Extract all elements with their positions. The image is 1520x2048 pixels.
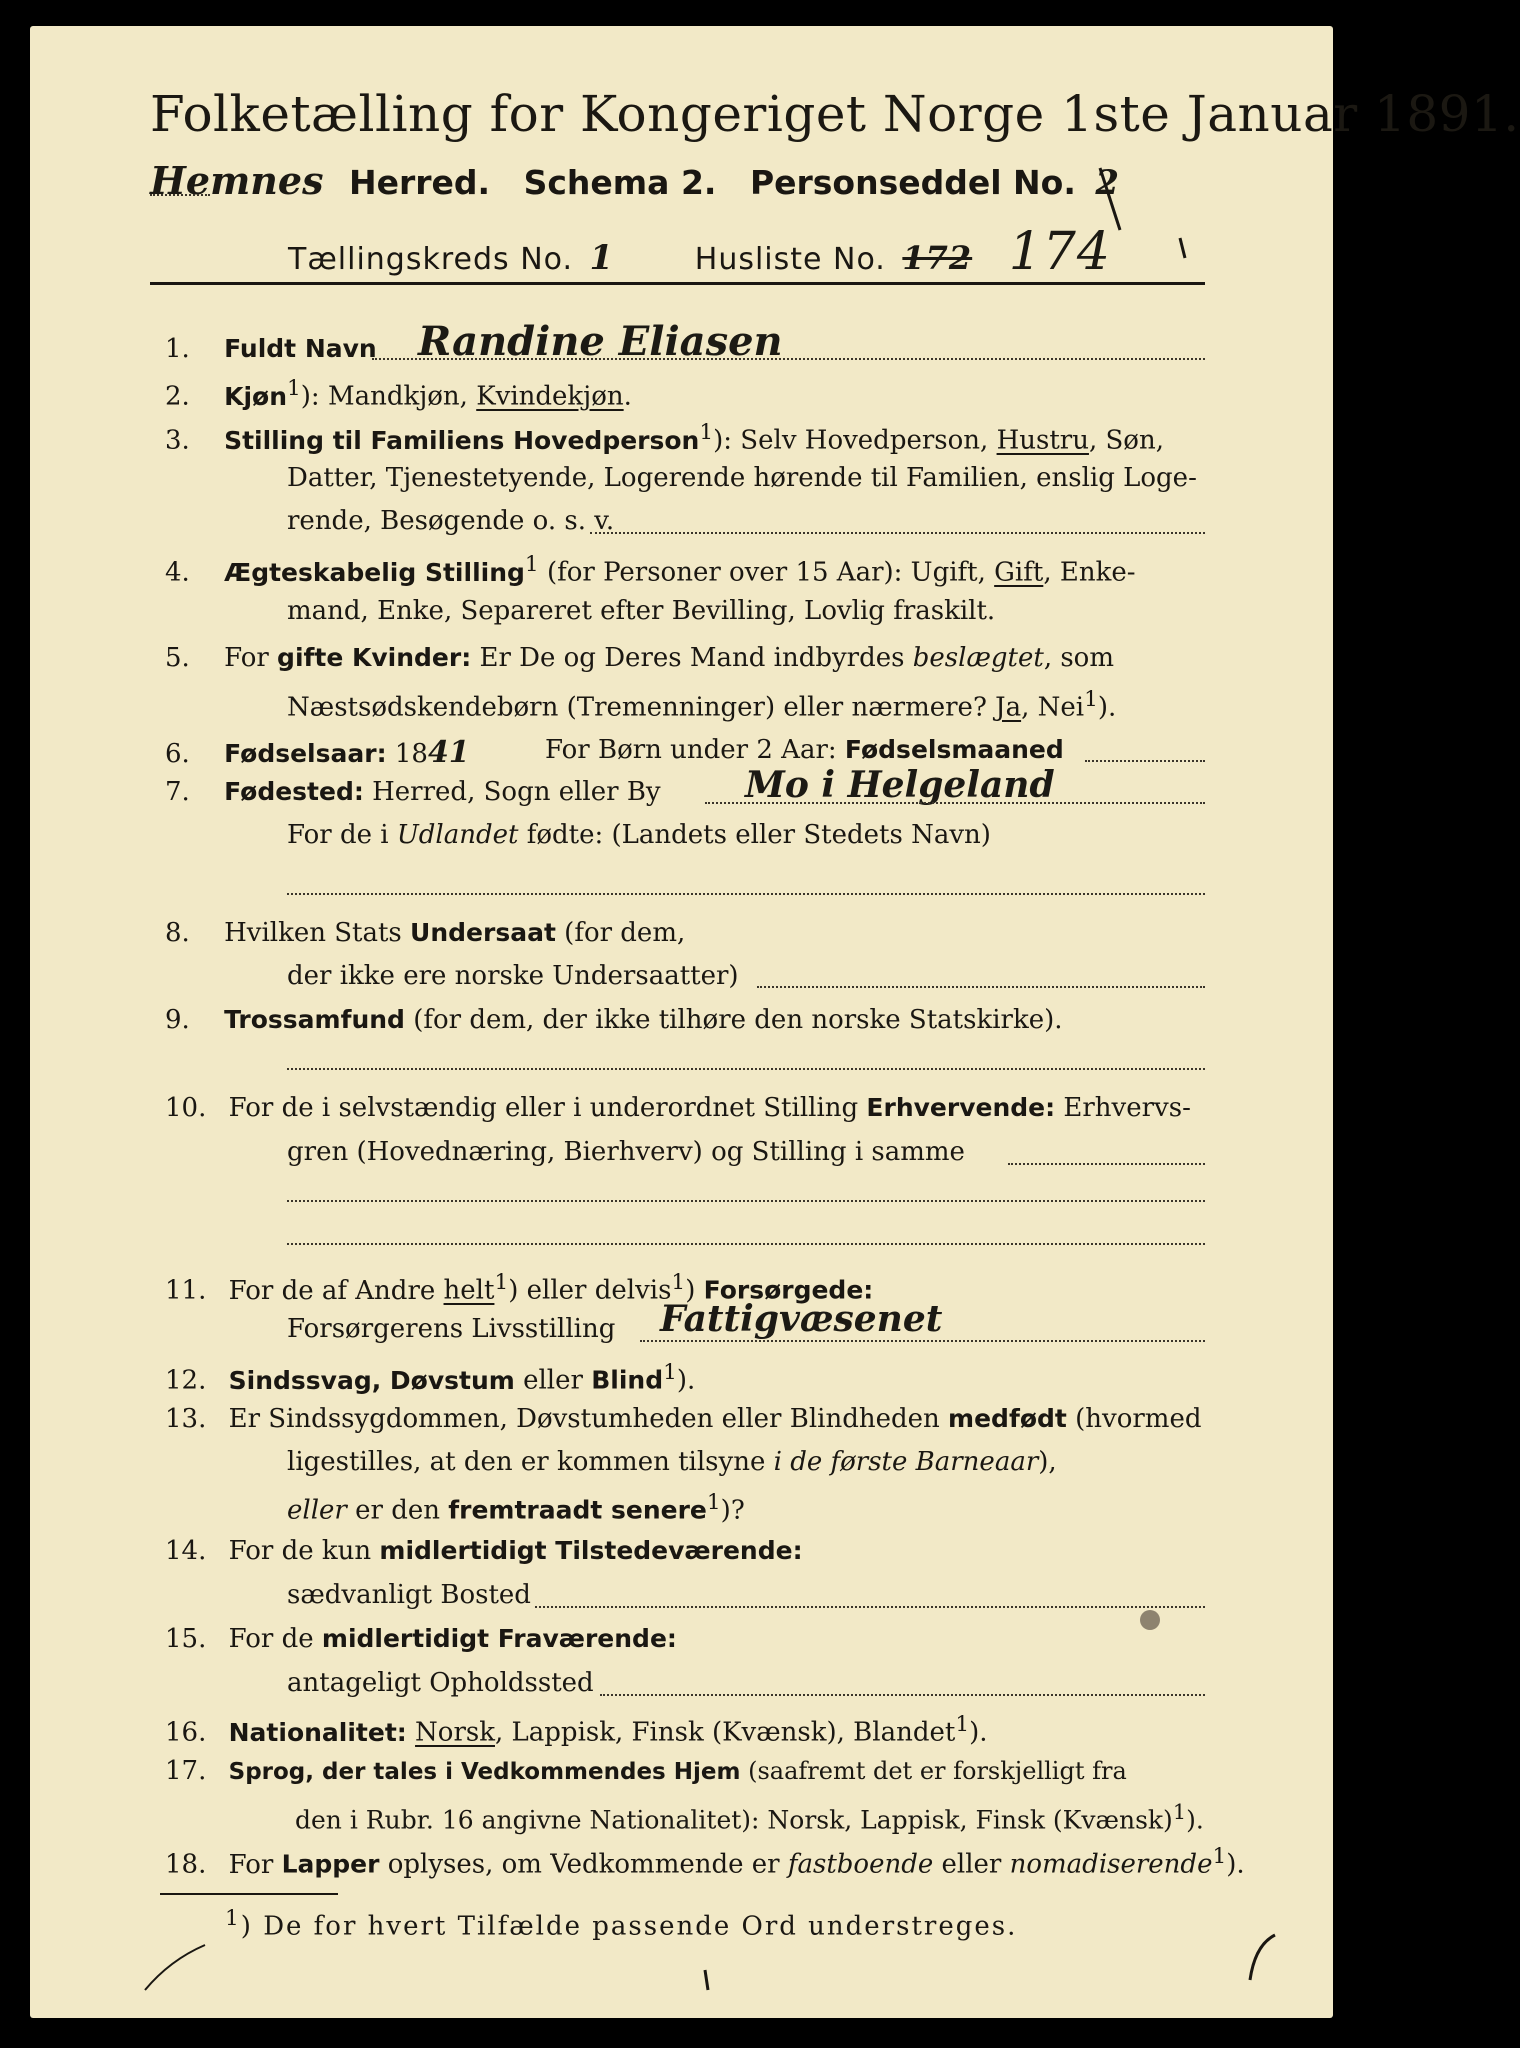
q7-text: Herred, Sogn eller By [363, 777, 661, 807]
q5-line2: Næstsødskendebørn (Tremenninger) eller nærmere? [287, 692, 996, 723]
herred-label: Herred. [349, 163, 491, 202]
q16-label: Nationalitet: [228, 1717, 407, 1747]
q6-birth-year-value: 41 [427, 735, 470, 770]
q1-full-name: Randine Eliasen [418, 318, 783, 365]
pen-stroke-mark [1250, 1935, 1275, 1980]
q16-text: , Lappisk, Finsk (Kvænsk), Blandet [494, 1717, 956, 1748]
q5-selected-option: Ja [995, 692, 1022, 723]
q3-number: 3. [165, 425, 190, 456]
q8-text: Hvilken Stats [224, 918, 411, 948]
q11-number: 11. [165, 1275, 207, 1306]
q11-label: Forsørgede: [703, 1275, 874, 1305]
q9-number: 9. [165, 1005, 190, 1035]
q4-selected-option: Gift [994, 557, 1044, 588]
q15-label: midlertidigt Fraværende: [321, 1624, 677, 1653]
q12-text-end: ). [676, 1365, 696, 1396]
q6-number: 6. [165, 739, 190, 769]
q5-footnote-mark: 1 [1084, 687, 1098, 712]
q13-text-end: (hvormed [1066, 1404, 1202, 1434]
q1-label: Fuldt Navn [224, 334, 377, 363]
q9-label: Trossamfund [224, 1005, 405, 1034]
q13-line3-italic: eller [287, 1495, 347, 1526]
q7-number: 7. [165, 777, 190, 807]
q11-text-end: ) [685, 1275, 704, 1306]
q7-line2-end: fødte: (Landets eller Stedets Navn) [518, 820, 991, 850]
pen-stroke-mark [1180, 238, 1185, 258]
q5-text-end: , som [1043, 643, 1114, 673]
q18-label: Lapper [281, 1849, 380, 1879]
q13-text: Er Sindssygdommen, Døvstumheden eller Blindheden [228, 1404, 949, 1434]
q4-label: Ægteskabelig Stilling [224, 557, 525, 587]
q17-line2-end: ). [1186, 1805, 1204, 1835]
q10-text: For de i selvstændig eller i underordnet Stilling [228, 1093, 867, 1123]
q17-label: Sprog, der tales i Vedkommendes Hjem [228, 1759, 741, 1785]
q15-number: 15. [165, 1624, 207, 1654]
herred-handwritten: Hemnes [150, 158, 324, 203]
q12-footnote-mark: 1 [663, 1360, 677, 1385]
husliste-number: 174 [1008, 222, 1111, 282]
q3-footnote-mark: 1 [699, 420, 714, 445]
q6-label2: Fødselsmaaned [844, 735, 1064, 764]
q11-text-mid: ) eller delvis [508, 1275, 672, 1306]
q17-footnote-mark: 1 [1172, 1800, 1187, 1824]
q11-selected-option: helt [443, 1275, 495, 1306]
q4-footnote-mark: 1 [524, 552, 539, 577]
q12-text: eller [514, 1365, 592, 1396]
q11-provider-value: Fattigvæsenet [660, 1298, 943, 1340]
q13-line2-italic: i de første Barneaar [773, 1447, 1039, 1477]
q10-number: 10. [165, 1093, 207, 1123]
q12-label: Sindssvag, Døvstum [228, 1365, 515, 1395]
q8-line2: der ikke ere norske Undersaatter) [287, 961, 739, 991]
q13-number: 13. [165, 1404, 207, 1434]
ink-blot [1140, 1610, 1160, 1630]
q14-number: 14. [165, 1536, 207, 1566]
q18-footnote-mark: 1 [1212, 1844, 1227, 1869]
q17-line2: den i Rubr. 16 angivne Nationalitet): Norsk, Lappisk, Finsk (Kvænsk) [295, 1805, 1173, 1835]
q13-line3-text: er den [346, 1495, 449, 1526]
q8-number: 8. [165, 918, 190, 948]
q11-footnote-mark2: 1 [671, 1270, 686, 1295]
kreds-number: 1 [589, 238, 615, 278]
q2-number: 2. [165, 381, 190, 412]
q3-line2: Datter, Tjenestetyende, Logerende hørende til Familien, enslig Loge- [287, 463, 1197, 493]
q12-label2: Blind [591, 1365, 664, 1395]
q18-text-mid: oplyses, om Vedkommende er [379, 1849, 788, 1880]
form-title: Folketælling for Kongeriget Norge 1ste Januar 1891. [150, 85, 1520, 143]
q5-italic: beslægtet [912, 643, 1044, 673]
q3-selected-option: Hustru [996, 425, 1089, 456]
q18-text-mid2: eller [933, 1849, 1010, 1880]
q3-label: Stilling til Familiens Hovedperson [224, 425, 700, 455]
q6-text: For Børn under 2 Aar: [545, 735, 845, 765]
q2-label: Kjøn [224, 381, 287, 411]
q7-label: Fødested: [224, 777, 364, 806]
pen-stroke-mark [1100, 168, 1120, 230]
q5-label: gifte Kvinder: [277, 643, 472, 672]
q15-line2: antageligt Opholdssted [287, 1668, 594, 1698]
q18-italic1: fastboende [787, 1849, 934, 1880]
q4-number: 4. [165, 557, 190, 588]
q11-footnote-mark: 1 [494, 1270, 509, 1295]
q6-year-prefix: 18 [386, 739, 428, 769]
q2-text-end: . [623, 381, 632, 412]
husliste-label: Husliste No. [694, 242, 886, 277]
personseddel-label: Personseddel No. [749, 163, 1076, 202]
q10-text-end: Erhvervs- [1055, 1093, 1191, 1123]
q13-line2-text: ligestilles, at den er kommen tilsyne [287, 1447, 774, 1477]
q2-text: ): Mandkjøn, [300, 381, 477, 412]
personseddel-number: 2 [1095, 163, 1120, 203]
q11-text: For de af Andre [228, 1275, 444, 1306]
q2-selected-option: Kvindekjøn [476, 381, 624, 412]
q16-footnote-mark: 1 [955, 1712, 970, 1737]
pen-stroke-mark [705, 1970, 708, 1990]
q12-number: 12. [165, 1365, 207, 1396]
q4-text-end: , Enke- [1043, 557, 1136, 588]
husliste-number-struck: 172 [902, 239, 973, 277]
q5-text-mid: Er De og Deres Mand indbyrdes [471, 643, 913, 673]
q5-text: For [224, 643, 278, 673]
q13-line3-end: )? [720, 1495, 745, 1526]
q10-label: Erhvervende: [866, 1093, 1056, 1122]
q13-label2: fremtraadt senere [448, 1495, 707, 1525]
q15-text: For de [228, 1624, 322, 1654]
q16-selected-option: Norsk [415, 1717, 495, 1748]
q8-text-end: (for dem, [555, 918, 686, 948]
q7-line2-italic: Udlandet [396, 820, 519, 850]
q14-label: midlertidigt Tilstedeværende: [379, 1536, 803, 1565]
pen-stroke-mark [145, 1945, 205, 1990]
q5-text-end2: ). [1097, 692, 1117, 723]
q14-line2: sædvanligt Bosted [287, 1580, 531, 1610]
q3-text-end: , Søn, [1088, 425, 1164, 456]
q16-number: 16. [165, 1717, 207, 1748]
q8-label: Undersaat [410, 918, 556, 947]
q17-number: 17. [165, 1756, 207, 1786]
kreds-label: Tællingskreds No. [288, 242, 573, 277]
q10-line2: gren (Hovednæring, Bierhverv) og Stilling i samme [287, 1137, 965, 1167]
q13-footnote-mark: 1 [706, 1490, 721, 1515]
q17-text: (saafremt det er forskjelligt fra [740, 1757, 1127, 1785]
q18-italic2: nomadiserende [1009, 1849, 1213, 1880]
q7-line2-text: For de i [287, 820, 397, 850]
q1-number: 1. [165, 334, 190, 364]
q16-text-end: ). [969, 1717, 988, 1748]
schema-label: Schema 2. [523, 163, 717, 202]
q7-birthplace-value: Mo i Helgeland [745, 764, 1055, 806]
q4-line2: mand, Enke, Separeret efter Bevilling, Lovlig fraskilt. [287, 596, 996, 626]
q9-text: (for dem, der ikke tilhøre den norske Statskirke). [404, 1005, 1063, 1035]
q18-number: 18. [165, 1849, 207, 1880]
q5-number: 5. [165, 643, 190, 673]
q4-text: (for Personer over 15 Aar): Ugift, [538, 557, 995, 588]
q3-text: ): Selv Hovedperson, [713, 425, 997, 456]
q2-footnote-mark: 1 [287, 376, 301, 401]
q14-text: For de kun [228, 1536, 380, 1566]
q18-text: For [228, 1849, 282, 1880]
q11-line2: Forsørgerens Livsstilling [287, 1314, 616, 1344]
q13-line2-end: ), [1038, 1447, 1057, 1477]
footnote-mark: 1 [225, 1906, 241, 1931]
q5-nei: , Nei [1021, 692, 1085, 723]
q3-line3: rende, Besøgende o. s. v. [287, 506, 615, 536]
q18-text-end: ). [1226, 1849, 1245, 1880]
footnote-text: ) De for hvert Tilfælde passende Ord understreges. [240, 1911, 1018, 1942]
q6-label: Fødselsaar: [224, 739, 387, 768]
q13-label: medfødt [948, 1404, 1067, 1433]
